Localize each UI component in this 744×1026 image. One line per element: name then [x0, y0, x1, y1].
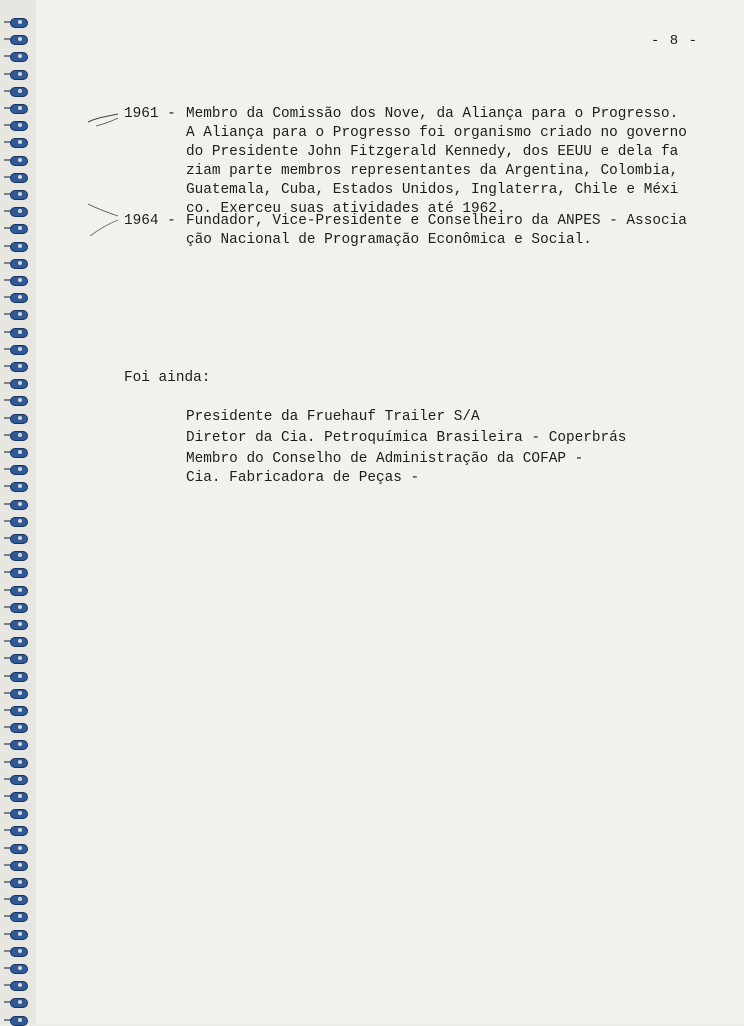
binding-ring	[4, 723, 26, 732]
binding-ring	[4, 586, 26, 595]
binding-ring	[4, 637, 26, 646]
binding-ring	[4, 912, 26, 921]
role-item: Presidente da Fruehauf Trailer S/A	[186, 409, 480, 425]
binding-ring	[4, 156, 26, 165]
binding-ring	[4, 70, 26, 79]
binding-ring	[4, 930, 26, 939]
binding-ring	[4, 35, 26, 44]
binding-ring	[4, 52, 26, 61]
binding-ring	[4, 242, 26, 251]
binding-ring	[4, 207, 26, 216]
binding-ring	[4, 964, 26, 973]
binding-ring	[4, 224, 26, 233]
binding-ring	[4, 603, 26, 612]
entry-year: 1964 -	[124, 213, 176, 229]
binding-ring	[4, 551, 26, 560]
page-number: - 8 -	[650, 33, 698, 49]
binding-ring	[4, 775, 26, 784]
binding-ring	[4, 809, 26, 818]
binding-ring	[4, 414, 26, 423]
binding-ring	[4, 138, 26, 147]
binding-ring	[4, 861, 26, 870]
entry-text: Fundador, Vice-Presidente e Conselheiro da ANPES - Associa ção Nacional de Programação Econômica e Social.	[186, 213, 687, 248]
binding-ring	[4, 895, 26, 904]
binding-ring	[4, 981, 26, 990]
binding-ring	[4, 689, 26, 698]
binding-ring	[4, 654, 26, 663]
binding-ring	[4, 947, 26, 956]
roles-list	[186, 408, 686, 488]
binding-ring	[4, 517, 26, 526]
spiral-binding	[0, 0, 36, 1024]
binding-ring	[4, 1016, 26, 1025]
foi-ainda-heading: Foi ainda:	[124, 370, 211, 386]
binding-ring	[4, 706, 26, 715]
binding-ring	[4, 345, 26, 354]
check-mark-icon	[86, 200, 120, 238]
binding-ring	[4, 173, 26, 182]
entry-text: Membro da Comissão dos Nove, da Aliança para o Progresso. A Aliança para o Progresso foi organismo criado no governo do Presidente John Fitzgerald Kennedy, dos EEUU e dela fa ziam parte membros representantes da Argentina, Colombia, Guatemala, Cuba, Estados Unidos, Inglaterra, Chile e Méxi co. Exerceu suas atividades até 1962.	[186, 106, 687, 217]
binding-ring	[4, 379, 26, 388]
binding-ring	[4, 87, 26, 96]
binding-ring	[4, 310, 26, 319]
binding-ring	[4, 568, 26, 577]
binding-ring	[4, 259, 26, 268]
binding-ring	[4, 465, 26, 474]
binding-ring	[4, 826, 26, 835]
binding-ring	[4, 362, 26, 371]
binding-ring	[4, 121, 26, 130]
binding-ring	[4, 672, 26, 681]
binding-ring	[4, 190, 26, 199]
binding-ring	[4, 758, 26, 767]
check-mark-icon	[86, 108, 120, 130]
binding-ring	[4, 448, 26, 457]
binding-ring	[4, 534, 26, 543]
binding-ring	[4, 104, 26, 113]
binding-ring	[4, 276, 26, 285]
binding-ring	[4, 482, 26, 491]
binding-ring	[4, 18, 26, 27]
binding-ring	[4, 396, 26, 405]
binding-ring	[4, 431, 26, 440]
binding-ring	[4, 500, 26, 509]
binding-ring	[4, 293, 26, 302]
binding-ring	[4, 328, 26, 337]
binding-ring	[4, 740, 26, 749]
binding-ring	[4, 844, 26, 853]
role-item: Cia. Fabricadora de Peças -	[186, 470, 420, 486]
binding-ring	[4, 878, 26, 887]
entry-year: 1961 -	[124, 106, 176, 122]
role-item: Membro do Conselho de Administração da COFAP -	[186, 451, 584, 467]
binding-ring	[4, 620, 26, 629]
binding-ring	[4, 792, 26, 801]
role-item: Diretor da Cia. Petroquímica Brasileira - Coperbrás	[186, 430, 627, 446]
binding-ring	[4, 998, 26, 1007]
